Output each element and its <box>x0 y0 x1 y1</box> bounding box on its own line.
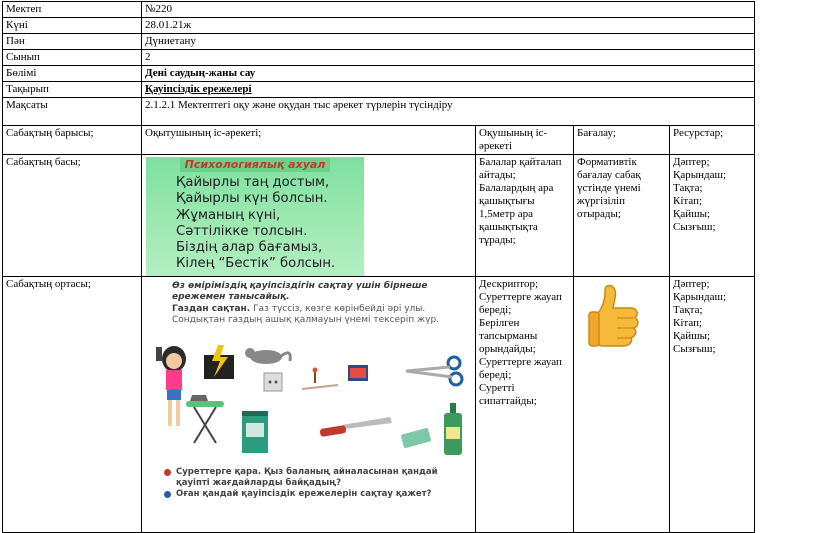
value-objective <box>142 98 755 126</box>
card-line: Сәттілікке толсын. <box>176 223 308 239</box>
card-line: Қайырлы таң достым, <box>176 175 330 190</box>
label-objective: Мақсаты <box>3 98 142 126</box>
value-date: 28.01.21ж <box>142 18 755 34</box>
row-school <box>3 2 755 18</box>
resource-item: Сызғыш; <box>673 221 716 233</box>
value-grade: 2 <box>142 50 755 66</box>
middle-resources-cell <box>670 277 755 533</box>
card-line: Біздің алар бағамыз, <box>176 240 323 256</box>
start-assessment-cell <box>574 155 670 277</box>
row-topic <box>3 82 755 98</box>
gas-text: Газ түссіз, көзге көрінбейді әрі улы. Сондықтан газдың ашық қалмауын үнемі тексеріп жүр. <box>172 304 440 325</box>
psychology-card <box>146 157 364 276</box>
start-teacher-cell <box>142 155 476 277</box>
header-stage: Сабақтың барысы; <box>3 126 142 155</box>
row-section <box>3 66 755 82</box>
resource-item: Тақта; <box>673 304 703 316</box>
start-resources-cell <box>670 155 755 277</box>
row-objective <box>3 98 755 126</box>
middle-teacher-cell <box>142 277 476 533</box>
row-subject <box>3 34 755 50</box>
card-line: Кілең “Бестік” болсын. <box>176 256 336 272</box>
student-line: Берілген тапсырманы орындайды; <box>479 317 538 355</box>
value-subject: Дүниетану <box>142 34 755 50</box>
psychology-card-title: Психологиялық ахуал <box>180 158 330 172</box>
question-2: Оған қандай қауіпсіздік ережелерін сақтау қажет? <box>164 489 474 500</box>
header-teacher: Оқытушының іс-әрекеті; <box>142 126 476 155</box>
middle-assessment-cell <box>574 277 670 533</box>
gas-title: Газдан сақтан. <box>172 304 251 314</box>
lesson-plan-table <box>2 1 755 533</box>
questions-list <box>164 467 474 500</box>
safety-text <box>172 281 472 326</box>
row-start <box>3 155 755 277</box>
row-header <box>3 126 755 155</box>
safety-gas-block <box>172 304 472 326</box>
row-middle <box>3 277 755 533</box>
bottle <box>444 403 462 455</box>
hazards-illustration <box>152 343 472 463</box>
row-date <box>3 18 755 34</box>
card-line: Қайырлы күн болсын. <box>176 191 328 207</box>
middle-stage: Сабақтың ортасы; <box>3 277 142 533</box>
label-subject: Пән <box>3 34 142 50</box>
scissors <box>406 357 462 385</box>
value-school: №220 <box>142 2 755 18</box>
student-line: Балалардың ара қашықтығы 1,5метр ара қашықтықта тұрады; <box>479 182 554 246</box>
resource-item: Кітап; <box>673 317 703 329</box>
value-section: Дені саудың-жаны сау <box>142 66 755 82</box>
resource-item: Дәптер; <box>673 156 710 168</box>
ironing-board <box>186 395 224 443</box>
start-student-cell <box>476 155 574 277</box>
question-1: Суреттерге қара. Қыз баланың айналасынан қандай қауіпті жағдайларды байқадың? <box>164 467 474 489</box>
resource-item: Қарындаш; <box>673 291 727 303</box>
girl-figure <box>156 346 186 426</box>
resource-item: Қарындаш; <box>673 169 727 181</box>
resource-item: Кітап; <box>673 195 703 207</box>
student-line: Балалар қайталап айтады; <box>479 156 562 181</box>
resource-item: Сызғыш; <box>673 343 716 355</box>
resource-item: Тақта; <box>673 182 703 194</box>
label-date: Күні <box>3 18 142 34</box>
psychology-card-lines <box>176 175 335 273</box>
safety-intro: Өз өміріміздің қауіпсіздігін сақтау үшін бірнеше ережемен танысайық. <box>172 281 428 302</box>
student-line: Суреттерге жауап береді; <box>479 291 562 316</box>
objective-text: 2.1.2.1 Мектептегі оқу және оқудан тыс әрекет түрлерін түсіндіру <box>145 99 453 111</box>
resource-item: Қайшы; <box>673 208 711 220</box>
resource-item: Дәптер; <box>673 278 710 290</box>
student-line: Суретті сипаттайды; <box>479 382 537 407</box>
header-student: Оқушының іс-әрекеті <box>476 126 574 155</box>
header-resources: Ресурстар; <box>670 126 755 155</box>
label-school: Мектеп <box>3 2 142 18</box>
value-topic: Қауіпсіздік ережелері <box>142 82 755 98</box>
gas-stove <box>242 411 268 453</box>
knife <box>320 417 392 437</box>
assessment-line: Формативтік бағалау сабақ үстінде үнемі жүргізіліп отырады; <box>577 156 641 220</box>
thumbs-up-icon <box>587 282 643 348</box>
middle-student-cell <box>476 277 574 533</box>
safety-illustration-panel <box>142 277 476 532</box>
student-line: Суреттерге жауап береді; <box>479 356 562 381</box>
resource-item: Қайшы; <box>673 330 711 342</box>
cat-figure <box>245 348 290 364</box>
tv-with-spark <box>204 345 234 379</box>
header-assessment: Бағалау; <box>574 126 670 155</box>
label-topic: Тақырып <box>3 82 142 98</box>
label-section: Бөлімі <box>3 66 142 82</box>
row-grade <box>3 50 755 66</box>
start-stage: Сабақтың басы; <box>3 155 142 277</box>
student-line: Дескриптор; <box>479 278 539 290</box>
label-grade: Сынып <box>3 50 142 66</box>
card-line: Жұманың күні, <box>176 207 281 223</box>
